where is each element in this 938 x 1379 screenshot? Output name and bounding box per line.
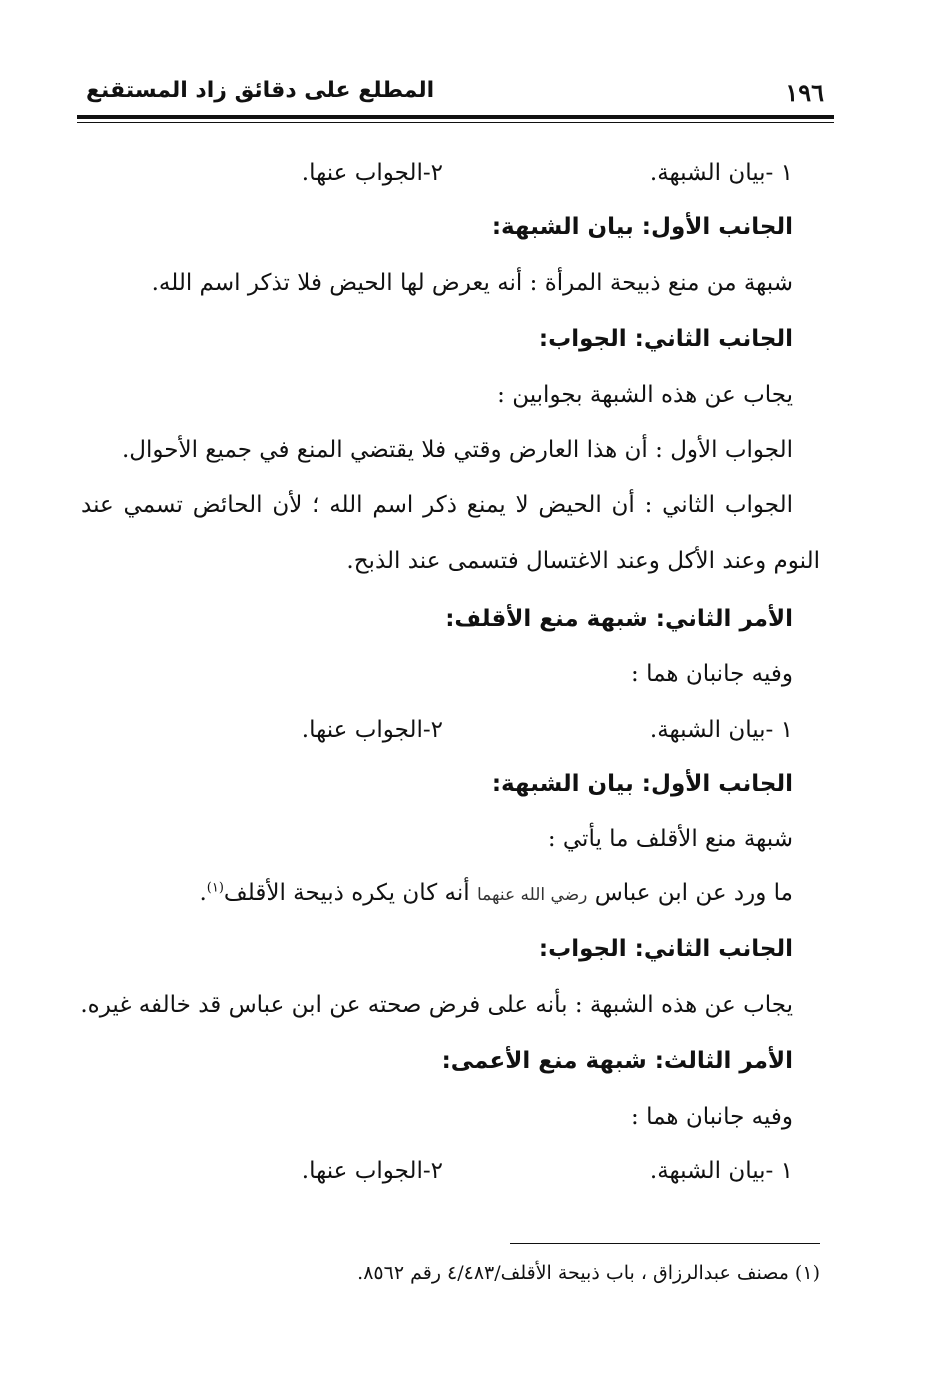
section-heading: الجانب الثاني: الجواب:	[538, 936, 793, 962]
honorific-glyph: رضي الله عنهما	[476, 885, 588, 905]
paragraph: شبهة من منع ذبيحة المرأة : أنه يعرض لها الحيض فلا تذكر اسم الله.	[151, 270, 793, 296]
page-header	[80, 78, 830, 108]
paragraph-text: .	[199, 880, 207, 906]
paragraph-line: الجواب الثاني : أن الحيض لا يمنع ذكر اسم الله ؛ لأن الحائض تسمي عند	[81, 492, 793, 518]
list-item-1: ١ -بيان الشبهة.	[649, 717, 793, 743]
paragraph: وفيه جانبان هما :	[631, 1104, 793, 1130]
paragraph-line: النوم وعند الأكل وعند الاغتسال فتسمى عند الذبح.	[346, 548, 820, 574]
list-item-1: ١ -بيان الشبهة.	[649, 1158, 793, 1184]
page-number: ١٩٦	[785, 78, 824, 107]
footnote: (١) مصنف عبدالرزاق ، باب ذبيحة الأقلف/٤/٤٨٣ رقم ٨٥٦٢.	[357, 1262, 820, 1284]
list-item-2: ٢-الجواب عنها.	[301, 160, 443, 186]
footnote-ref: (١)	[206, 880, 224, 896]
paragraph	[199, 880, 793, 906]
paragraph-text: ما ورد عن ابن عباس	[594, 880, 793, 906]
list-item-2: ٢-الجواب عنها.	[301, 717, 443, 743]
header-rule-thin	[77, 122, 834, 123]
list-item-2: ٢-الجواب عنها.	[301, 1158, 443, 1184]
chapter-heading: الأمر الثالث: شبهة منع الأعمى:	[441, 1048, 793, 1074]
section-heading: الجانب الأول: بيان الشبهة:	[491, 214, 793, 240]
header-rule-thick	[77, 115, 834, 119]
paragraph: يجاب عن هذه الشبهة بجوابين :	[497, 382, 793, 408]
section-heading: الجانب الأول: بيان الشبهة:	[491, 771, 793, 797]
paragraph-text: أنه كان يكره ذبيحة الأقلف	[223, 880, 470, 906]
chapter-heading: الأمر الثاني: شبهة منع الأقلف:	[445, 606, 793, 632]
paragraph: الجواب الأول : أن هذا العارض وقتي فلا يقتضي المنع في جميع الأحوال.	[121, 437, 793, 463]
paragraph: يجاب عن هذه الشبهة : بأنه على فرض صحته عن ابن عباس قد خالفه غيره.	[80, 992, 793, 1018]
running-title: المطلع على دقائق زاد المستقنع	[86, 78, 435, 103]
paragraph: شبهة منع الأقلف ما يأتي :	[547, 826, 793, 852]
footnote-separator	[510, 1243, 820, 1244]
list-item-1: ١ -بيان الشبهة.	[649, 160, 793, 186]
section-heading: الجانب الثاني: الجواب:	[538, 326, 793, 352]
paragraph: وفيه جانبان هما :	[631, 661, 793, 687]
